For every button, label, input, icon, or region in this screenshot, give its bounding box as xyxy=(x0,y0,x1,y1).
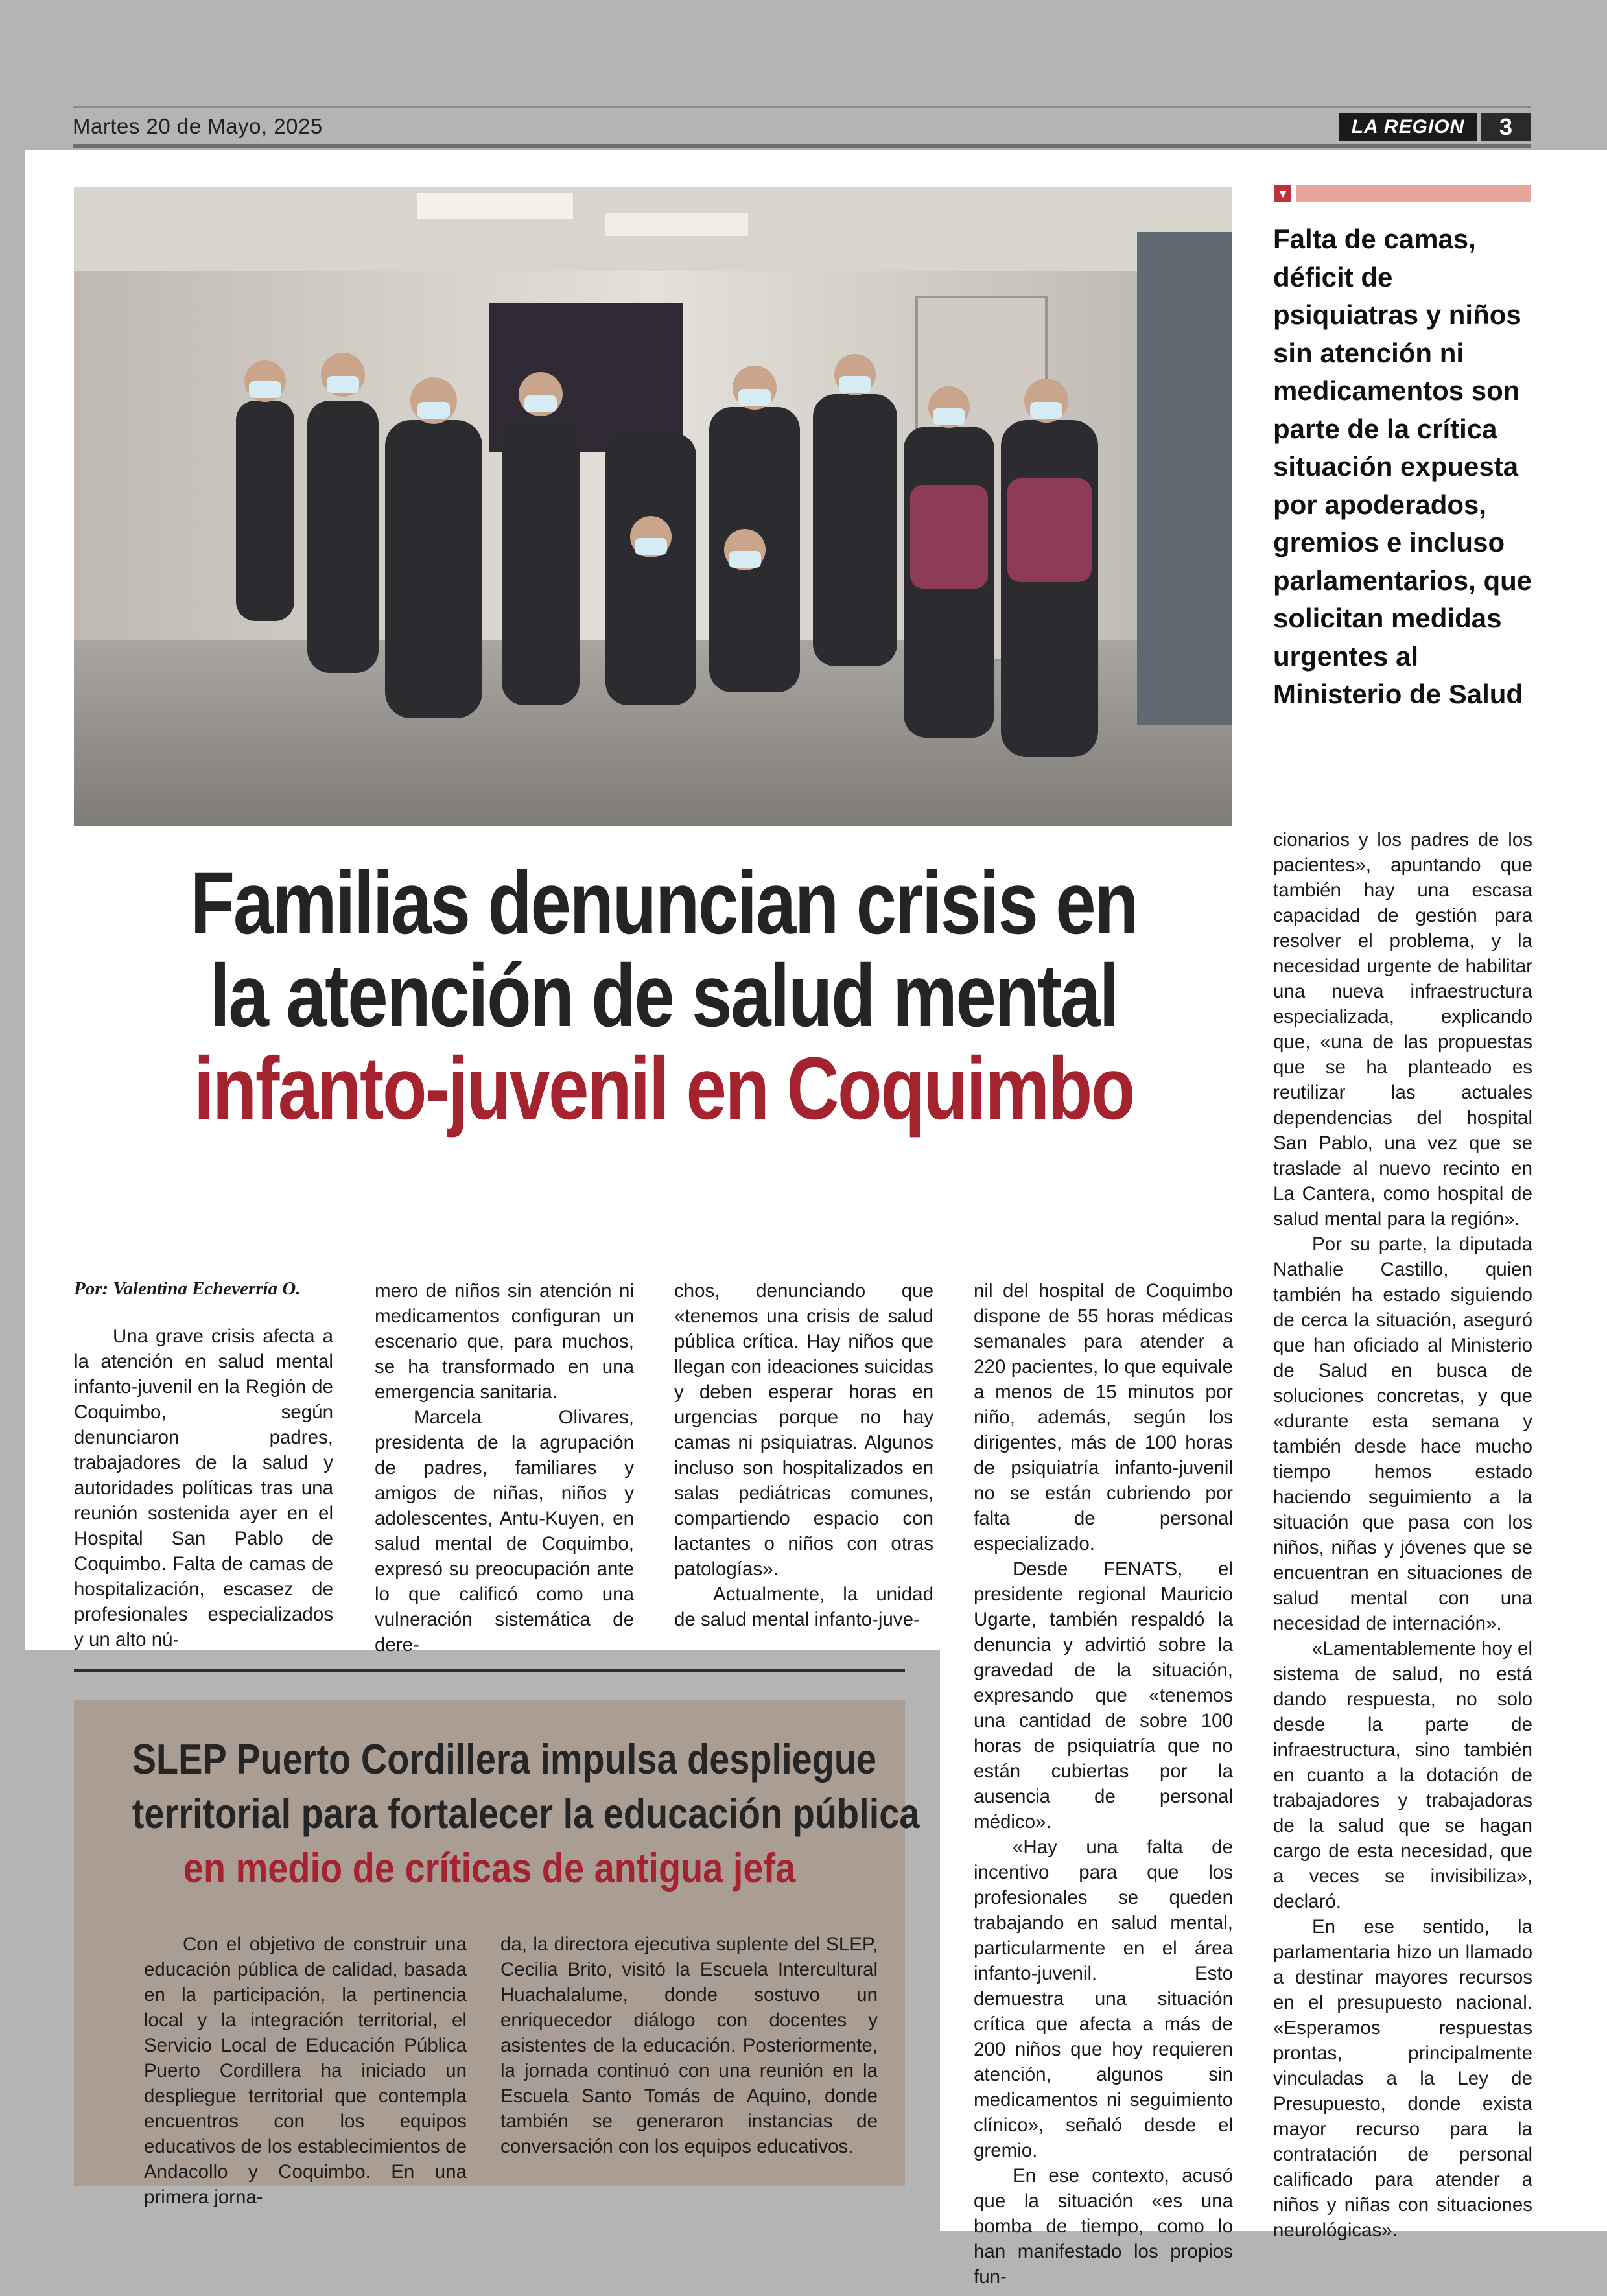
article-column-3 xyxy=(674,1278,933,1632)
page-number: 3 xyxy=(1481,113,1531,141)
secondary-story-column-2 xyxy=(500,1932,878,2159)
secondary-story-column-1 xyxy=(144,1932,467,2210)
article-summary: Falta de camas, déficit de psiquiatras y niños sin atención ni medicamentos son parte de la crítica situación expuesta por apoderados, gremios e incluso parlamentarios, que solicitan medidas urgentes al Ministerio de Salud xyxy=(1273,224,1532,709)
article-paragraph: mero de niños sin atención ni medicamentos configuran un escenario que, para muchos, se ha transformado en una emergencia sanitaria. xyxy=(375,1280,634,1403)
article-paragraph: nil del hospital de Coquimbo dispone de 55 horas médicas semanales para atender a 220 pacientes, lo que equivale a menos de 15 minutos por niño, además, según los dirigentes, más de 100 horas de psiquiatría infanto-juvenil no se están cubriendo por falta de personal especializado. xyxy=(974,1280,1233,1554)
secondary-paragraph: Con el objetivo de construir una educación pública de calidad, basada en la participación, la pertinencia local y la integración territorial, el Servicio Local de Educación Pública Puerto Cordillera ha iniciado un despliegue territorial que contempla encuentros con los equipos educativos de los establecimientos de Andacollo y Coquimbo. En una primera jorna- xyxy=(144,1934,467,2208)
article-paragraph: En ese contexto, acusó que la situación «es una bomba de tiempo, como lo han manifestado los propios fun- xyxy=(974,2165,1233,2288)
group-photo-icon xyxy=(74,187,1232,826)
secondary-story-rule xyxy=(74,1669,905,1672)
headline-line-2: la atención de salud mental xyxy=(209,946,1118,1046)
article-paragraph: Por su parte, la diputada Nathalie Castillo, quien también ha estado siguiendo de cerca la situación, aseguró que han oficiado al Ministerio de Salud en busca de soluciones concretas, y que «durante esta semana y también desde hace mucho tiempo hemos estado haciendo seguimiento a la situación que pasa con los niños, niñas y jóvenes que se encuentran en situaciones de salud mental con una necesidad de internación». xyxy=(1273,1234,1532,1634)
article-byline: Por: Valentina Echeverría O. xyxy=(74,1278,301,1299)
article-paragraph: chos, denunciando que «tenemos una crisis de salud pública crítica. Hay niños que llegan con ideaciones suicidas y deben esperar horas en urgencias porque no hay camas ni psiquiatras. Algunos incluso son hospitalizados en salas pediátricas comunes, compartiendo espacio con lactantes o niños con otras patologías». xyxy=(674,1280,933,1580)
secondary-headline-line-3: en medio de críticas de antigua jefa xyxy=(183,1844,796,1892)
article-paragraph: Marcela Olivares, presidenta de la agrupación de padres, familiares y amigos de niñas, niños y adolescentes, Antu-Kuyen, en salud mental de Coquimbo, expresó su preocupación ante lo que calificó como una vulneración sistemática de dere- xyxy=(375,1407,634,1656)
article-column-1 xyxy=(74,1324,333,1652)
header-rule xyxy=(73,144,1531,148)
secondary-story-headline xyxy=(132,1732,920,1895)
header-rule-top xyxy=(73,106,1531,108)
newspaper-logo: LA REGION xyxy=(1339,113,1477,141)
secondary-paragraph: da, la directora ejecutiva suplente del SLEP, Cecilia Brito, visitó la Escuela Intercultural Huachalalume, donde sostuvo un enriquecedor diálogo con docentes y asistentes de la educación. Posteriormente, la jornada continuó con una reunión en la Escuela Santo Tomás de Aquino, donde también se generaron instancias de conversación con los equipos educativos. xyxy=(500,1934,878,2157)
article-column-2 xyxy=(375,1278,634,1658)
header-date: Martes 20 de Mayo, 2025 xyxy=(73,114,323,138)
article-paragraph: En ese sentido, la parlamentaria hizo un llamado a destinar mayores recursos en el presupuesto nacional. «Esperamos respuestas prontas, principalmente vinculadas a la Ley de Presupuesto, donde exista mayor recurso para la contratación de personal calificado para atender a niños y niñas con situaciones neurológicas». xyxy=(1273,1916,1532,2241)
headline-line-3: infanto-juvenil en Coquimbo xyxy=(193,1039,1134,1138)
article-photo xyxy=(74,187,1232,826)
article-paragraph: cionarios y los padres de los pacientes», apuntando que también hay una escasa capacidad de gestión para resolver el problema, y la necesidad urgente de habilitar una nueva infraestructura especializada, explicando que, «una de las propuestas que se ha planteado es reutilizar las actuales dependencias del hospital San Pablo, una vez que se traslade al nuevo recinto en La Cantera, como hospital de salud mental para la región». xyxy=(1273,829,1532,1230)
article-headline xyxy=(180,854,1147,1138)
sidebar-marker-icon: ▼ xyxy=(1274,185,1291,202)
article-column-4 xyxy=(974,1278,1233,2290)
secondary-headline-line-2: territorial para fortalecer la educación pública xyxy=(132,1790,920,1837)
headline-line-1: Familias denuncian crisis en xyxy=(190,854,1138,953)
sidebar-bar xyxy=(1296,185,1531,202)
article-paragraph: «Lamentablemente hoy el sistema de salud, no está dando respuesta, no solo desde la parte de infraestructura, sino también en cuanto a la dotación de trabajadores y trabajadoras de la salud que se hagan cargo de esta necesidad, que a veces se invisibiliza», declaró. xyxy=(1273,1638,1532,1912)
secondary-headline-line-1: SLEP Puerto Cordillera impulsa despliegue xyxy=(132,1735,877,1783)
article-paragraph: Actualmente, la unidad de salud mental infanto-juve- xyxy=(674,1584,933,1630)
article-paragraph: Desde FENATS, el presidente regional Mauricio Ugarte, también respaldó la denuncia y advirtió sobre la gravedad de la situación, expresando que «tenemos una cantidad de sobre 100 horas de psiquiatría que no están cubiertas por la ausencia de personal médico». xyxy=(974,1558,1233,1833)
article-column-5 xyxy=(1273,827,1532,2243)
article-paragraph: Una grave crisis afecta a la atención en salud mental infanto-juvenil en la Región de Coquimbo, según denunciaron padres, trabajadores de la salud y autoridades políticas tras una reunión sostenida ayer en el Hospital San Pablo de Coquimbo. Falta de camas de hospitalización, escasez de profesionales especializados y un alto nú- xyxy=(74,1326,333,1650)
article-paragraph: «Hay una falta de incentivo para que los profesionales se queden trabajando en salud mental, particularmente en el área infanto-juvenil. Esto demuestra una situación crítica que afecta a más de 200 niños que hoy requieren atención, algunos sin medicamentos ni seguimiento clínico», señaló desde el gremio. xyxy=(974,1836,1233,2161)
